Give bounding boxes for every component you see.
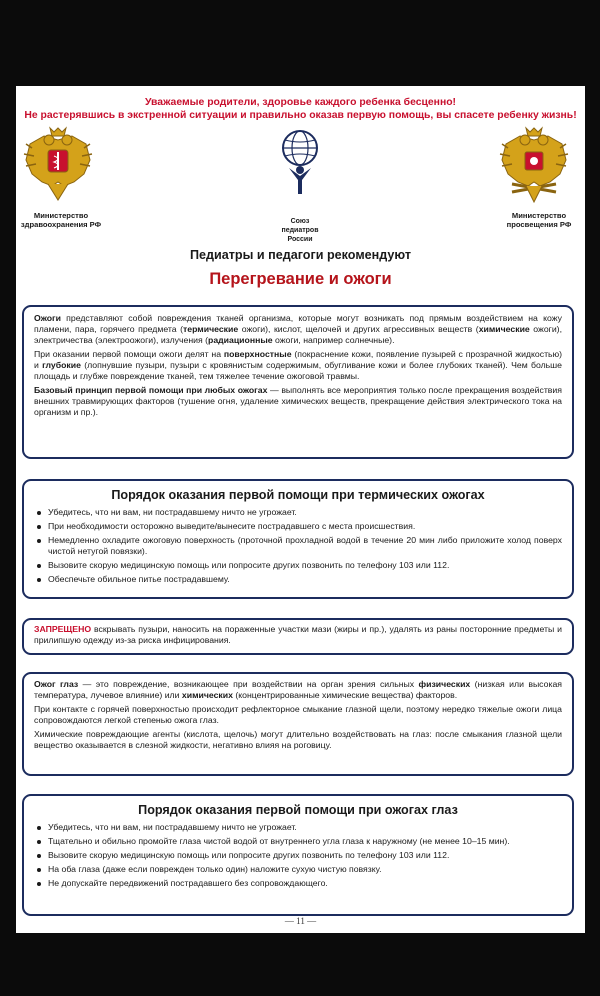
list-item: Не допускайте передвижений пострадавшего без сопровождающего.: [34, 878, 562, 889]
forbidden-label: ЗАПРЕЩЕНО: [34, 624, 92, 634]
list-item: Вызовите скорую медицинскую помощь или попросите других позвонить по телефону 103 или 112.: [34, 560, 562, 571]
thermal-aid-list: [34, 507, 562, 585]
list-item: Убедитесь, что ни вам, ни пострадавшему ничто не угрожает.: [34, 507, 562, 518]
list-item: Обеспечьте обильное питье пострадавшему.: [34, 574, 562, 585]
ministry-health-emblem-icon: [22, 126, 94, 208]
ministry-health-caption: Министерство здравоохранения РФ: [20, 211, 102, 229]
list-item: Убедитесь, что ни вам, ни пострадавшему ничто не угрожает.: [34, 822, 562, 833]
intro-paragraph-1: Ожоги представляют собой повреждения тканей организма, которые могут возникать под прямым воздействием на кожу пламени, пара, горячего предмета (термические ожоги), кислот, щелочей и других агрессивных веществ (химические ожоги), электричества (электроожоги), излучения (радиационные ожоги, например солнечные).: [34, 313, 562, 345]
list-item: Вызовите скорую медицинскую помощь или попросите других позвонить по телефону 103 или 112.: [34, 850, 562, 861]
thermal-aid-box: [22, 479, 574, 599]
ministry-education-caption: Министерство просвещения РФ: [506, 211, 572, 229]
topic-title: Перегревание и ожоги: [209, 270, 392, 288]
eye-info-paragraph-1: Ожог глаз — это повреждение, возникающее при воздействии на орган зрения сильных физических (низкая или высокая температура, лучевое влияние) или химических (концентрированные химические вещества) факторов.: [34, 679, 562, 700]
banner-line-2: Не растерявшись в экстренной ситуации и правильно оказав первую помощь, вы спасете ребенку жизнь!: [24, 110, 577, 121]
ministry-education-emblem-icon: [498, 126, 570, 210]
list-item: Тщательно и обильно промойте глаза чистой водой от внутреннего угла глаза к наружному (не менее 10–15 мин).: [34, 836, 562, 847]
eye-aid-box: [22, 794, 574, 916]
page-number: — 11 —: [284, 916, 317, 926]
thermal-aid-title: Порядок оказания первой помощи при термических ожогах: [111, 488, 485, 502]
banner-line-1: Уважаемые родители, здоровье каждого ребенка бесценно!: [144, 97, 457, 108]
recommend-heading: Педиатры и педагоги рекомендуют: [189, 248, 412, 262]
pediatricians-union-logo-icon: [275, 128, 325, 210]
page: [16, 86, 585, 933]
eye-info-paragraph-3: Химические повреждающие агенты (кислота, щелочь) могут длительно воздействовать на глаз: после смыкания глазной щели вещество оказывается в слезной жидкости, негативно влияя на роговицу.: [34, 729, 562, 750]
eye-aid-title: Порядок оказания первой помощи при ожогах глаз: [138, 803, 458, 817]
eye-info-paragraph-2: При контакте с горячей поверхностью происходит рефлекторное смыкание глазной щели, поэтому нередко тяжелые ожоги лица сопровождаются легкой степенью ожога глаз.: [34, 704, 562, 725]
list-item: Немедленно охладите ожоговую поверхность (проточной прохладной водой в течение 20 мин либо приложите холод поверх чистой нетугой повязки).: [34, 535, 562, 557]
eye-info-box: [22, 672, 574, 776]
forbidden-text: ЗАПРЕЩЕНО вскрывать пузыри, наносить на пораженные участки мази (жиры и пр.), удалять из раны посторонние предметы и прилипшую одежду из-за риска инфицирования.: [34, 624, 562, 645]
forbidden-box: [22, 618, 574, 655]
eye-aid-list: [34, 822, 562, 889]
pediatricians-union-caption: Союз педиатров России: [281, 218, 319, 243]
intro-paragraph-3: Базовый принцип первой помощи при любых ожогах — выполнять все мероприятия только после прекращения воздействия внешних травмирующих факторов (тушение огня, удаление химических веществ, прекращение действия электрического тока на организм и пр.).: [34, 385, 562, 417]
intro-box: [22, 305, 574, 459]
list-item: При необходимости осторожно выведите/вынесите пострадавшего с места происшествия.: [34, 521, 562, 532]
list-item: На оба глаза (даже если поврежден только один) наложите сухую чистую повязку.: [34, 864, 562, 875]
intro-paragraph-2: При оказании первой помощи ожоги делят на поверхностные (покраснение кожи, появление пузырей с прозрачной жидкостью) и глубокие (лопнувшие пузыри, пузыри с кровянистым содержимым, обугливание кожи и более глубоких тканей). Чем больше площадь и глубже повреждение тканей, тем тяжелее течение ожоговой травмы.: [34, 349, 562, 381]
